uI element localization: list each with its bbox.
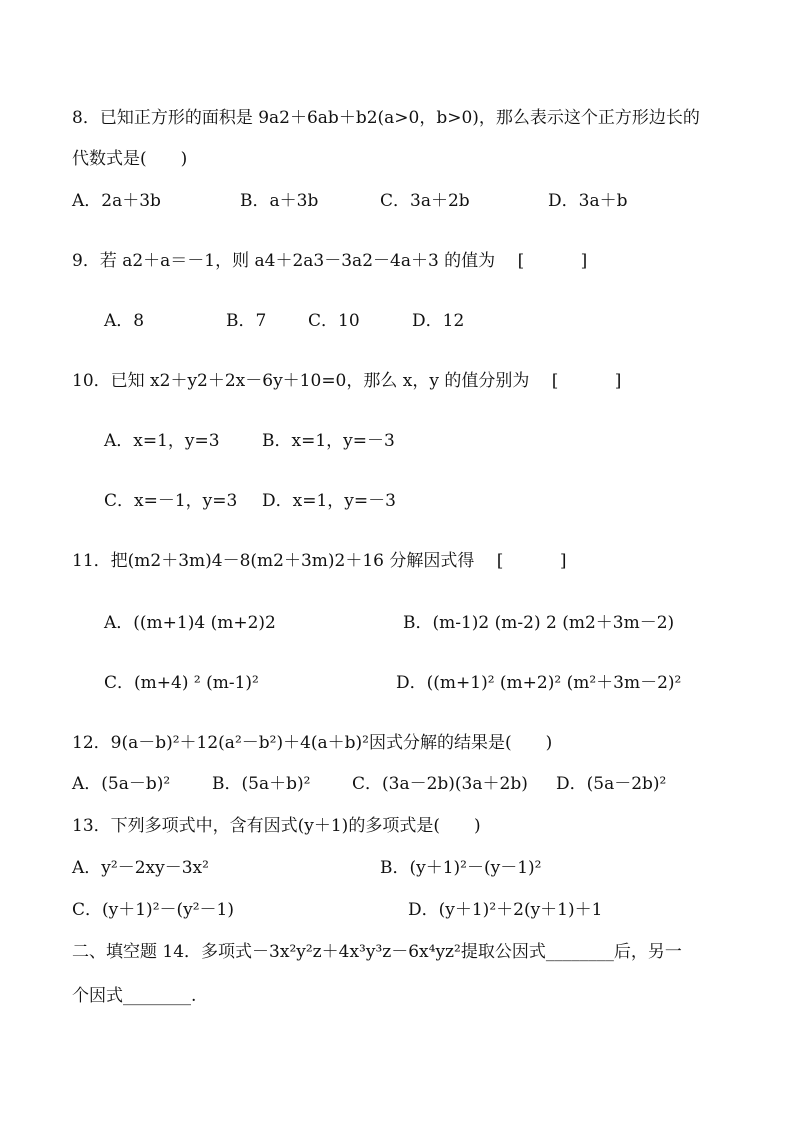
q11-stem: 11．把(m2＋3m)4－8(m2＋3m)2＋16 分解因式得 [ ] <box>72 551 567 571</box>
q8-stem-line1: 8．已知正方形的面积是 9a2＋6ab＋b2(a>0，b>0)，那么表示这个正方形边长的 <box>72 108 700 128</box>
q13-option-c: C．(y＋1)²－(y²－1) <box>72 900 235 920</box>
q11-option-b: B．(m-1)2 (m-2) 2 (m2＋3m－2) <box>403 613 675 633</box>
q12-option-b: B．(5a＋b)² <box>212 774 311 794</box>
q12-stem: 12．9(a－b)²＋12(a²－b²)＋4(a＋b)²因式分解的结果是( ) <box>72 733 553 753</box>
q8-option-d: D．3a＋b <box>548 191 628 211</box>
q9-option-c: C．10 <box>308 311 360 331</box>
q8-option-b: B．a＋3b <box>240 191 319 211</box>
q13-option-d: D．(y＋1)²＋2(y＋1)＋1 <box>408 900 603 920</box>
q10-option-d: D．x=1，y=－3 <box>262 491 396 511</box>
q10-option-c: C．x=－1，y=3 <box>104 491 238 511</box>
q9-option-b: B．7 <box>226 311 267 331</box>
q12-option-a: A．(5a－b)² <box>72 774 171 794</box>
q12-option-d: D．(5a－2b)² <box>556 774 667 794</box>
q13-stem: 13．下列多项式中，含有因式(y＋1)的多项式是( ) <box>72 816 481 836</box>
q11-option-a: A．((m+1)4 (m+2)2 <box>104 613 276 633</box>
q12-option-c: C．(3a－2b)(3a＋2b) <box>352 774 528 794</box>
q10-option-a: A．x=1，y=3 <box>104 431 220 451</box>
q8-option-c: C．3a＋2b <box>380 191 470 211</box>
q11-option-c: C．(m+4) ² (m-1)² <box>104 673 259 693</box>
q14-stem-line1: 二、填空题 14．多项式－3x²y²z＋4x³y³z－6x⁴yz²提取公因式________后，另一 <box>72 942 682 962</box>
q13-option-a: A．y²－2xy－3x² <box>72 858 209 878</box>
q8-stem-line2: 代数式是( ) <box>72 149 188 169</box>
q9-stem: 9．若 a2＋a＝－1，则 a4＋2a3－3a2－4a＋3 的值为 [ ] <box>72 251 588 271</box>
q13-option-b: B．(y＋1)²－(y－1)² <box>380 858 542 878</box>
q10-stem: 10．已知 x2＋y2＋2x－6y＋10=0，那么 x，y 的值分别为 [ ] <box>72 371 622 391</box>
q8-option-a: A．2a＋3b <box>72 191 161 211</box>
q9-option-d: D．12 <box>412 311 465 331</box>
q14-stem-line2: 个因式________. <box>72 986 197 1006</box>
q9-option-a: A．8 <box>104 311 145 331</box>
q11-option-d: D．((m+1)² (m+2)² (m²＋3m－2)² <box>396 673 682 693</box>
q10-option-b: B．x=1，y=－3 <box>262 431 395 451</box>
